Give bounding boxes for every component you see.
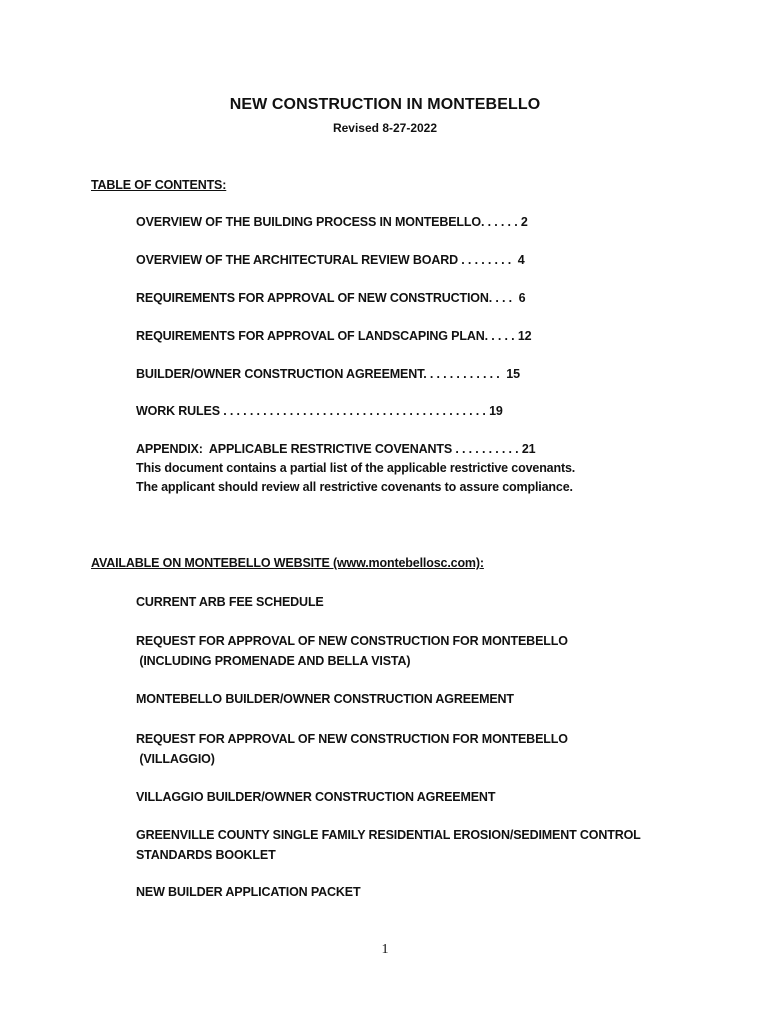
website-item-builder-application: NEW BUILDER APPLICATION PACKET [136, 885, 361, 899]
revision-date: Revised 8-27-2022 [332, 121, 438, 135]
website-item-villaggio-agreement: VILLAGGIO BUILDER/OWNER CONSTRUCTION AGREEMENT [136, 790, 496, 804]
website-item-villaggio-approval-request: REQUEST FOR APPROVAL OF NEW CONSTRUCTION FOR MONTEBELLO [136, 732, 568, 746]
toc-item-construction-agreement: BUILDER/OWNER CONSTRUCTION AGREEMENT. . . . . . . . . . . . 15 [136, 367, 520, 381]
website-item-montebello-approval-request: REQUEST FOR APPROVAL OF NEW CONSTRUCTION FOR MONTEBELLO [136, 634, 568, 648]
website-item-erosion-control-booklet-cont: STANDARDS BOOKLET [136, 848, 276, 862]
website-item-erosion-control-booklet: GREENVILLE COUNTY SINGLE FAMILY RESIDENTIAL EROSION/SEDIMENT CONTROL [136, 828, 641, 842]
website-item-montebello-agreement: MONTEBELLO BUILDER/OWNER CONSTRUCTION AGREEMENT [136, 692, 514, 706]
website-item-fee-schedule: CURRENT ARB FEE SCHEDULE [136, 595, 324, 609]
toc-item-new-construction-requirements: REQUIREMENTS FOR APPROVAL OF NEW CONSTRUCTION. . . . 6 [136, 291, 526, 305]
website-item-villaggio-approval-request-note: (VILLAGGIO) [136, 752, 215, 766]
toc-item-landscaping-requirements: REQUIREMENTS FOR APPROVAL OF LANDSCAPING PLAN. . . . . 12 [136, 329, 532, 343]
toc-item-appendix: APPENDIX: APPLICABLE RESTRICTIVE COVENANTS . . . . . . . . . . 21 [136, 442, 536, 456]
website-item-montebello-approval-request-note: (INCLUDING PROMENADE AND BELLA VISTA) [136, 654, 411, 668]
appendix-note-line-2: The applicant should review all restrictive covenants to assure compliance. [136, 480, 573, 494]
toc-item-work-rules: WORK RULES . . . . . . . . . . . . . . . . . . . . . . . . . . . . . . . . . . . . . . . . 19 [136, 404, 503, 418]
website-heading: AVAILABLE ON MONTEBELLO WEBSITE (www.montebellosc.com): [91, 556, 484, 570]
toc-item-architectural-review-board: OVERVIEW OF THE ARCHITECTURAL REVIEW BOARD . . . . . . . . 4 [136, 253, 525, 267]
document-title: NEW CONSTRUCTION IN MONTEBELLO [229, 96, 541, 113]
page-number: 1 [381, 942, 389, 957]
appendix-note-line-1: This document contains a partial list of the applicable restrictive covenants. [136, 461, 576, 475]
toc-item-building-process: OVERVIEW OF THE BUILDING PROCESS IN MONTEBELLO. . . . . . 2 [136, 215, 528, 229]
toc-heading: TABLE OF CONTENTS: [91, 178, 227, 192]
